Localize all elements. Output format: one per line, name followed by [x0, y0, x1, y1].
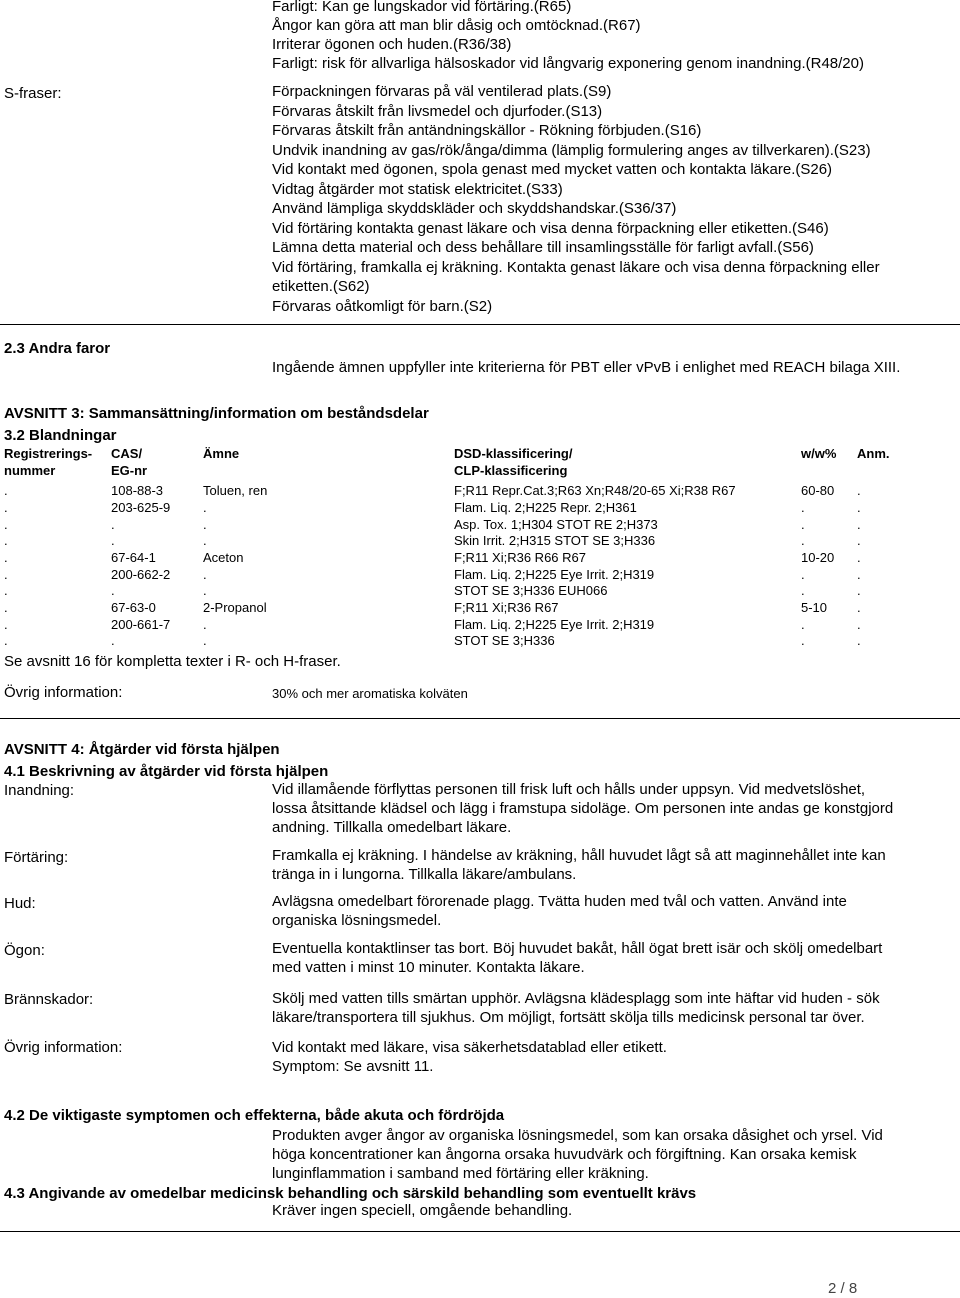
s-phrase-line: Förvaras oåtkomligt för barn.(S2) [272, 297, 493, 315]
text-line: Vid illamående förflyttas personen till frisk luft och hålls under uppsyn. Vid medvetslöshet, [272, 781, 866, 798]
cell-cas: 67-64-1 [111, 550, 156, 565]
cell-anm: . [857, 500, 861, 515]
cell-reg: . [4, 583, 8, 598]
section-subtitle: 4.1 Beskrivning av åtgärder vid första hjälpen [4, 763, 329, 780]
cell-reg: . [4, 567, 8, 582]
cell-classification: Flam. Liq. 2;H225 Repr. 2;H361 [454, 500, 637, 515]
s-phrases-block [272, 82, 880, 316]
cell-ww: 5-10 [801, 600, 828, 615]
first-aid-label: Hud: [4, 895, 36, 912]
other-info-text: 30% och mer aromatiska kolväten [272, 686, 468, 701]
cell-cas: . [111, 583, 115, 598]
s-phrase-line: Vid förtäring kontakta genast läkare och visa denna förpackning eller etiketten.(S46) [272, 219, 829, 237]
cell-cas: . [111, 633, 115, 648]
first-aid-label: Ögon: [4, 942, 45, 959]
s-phrase-line: Förvaras åtskilt från livsmedel och djurfoder.(S13) [272, 102, 603, 120]
cell-anm: . [857, 617, 861, 632]
section-text: Kräver ingen speciell, omgående behandling. [272, 1202, 573, 1219]
cell-cas: 200-661-7 [111, 617, 171, 632]
cell-reg: . [4, 517, 8, 532]
text-line: organiska lösningsmedel. [272, 912, 442, 929]
cell-anm: . [857, 550, 861, 565]
s-phrase-line: Vid förtäring, framkalla ej kräkning. Kontakta genast läkare och visa denna förpackning eller [272, 258, 880, 276]
cell-anm: . [857, 533, 861, 548]
cell-classification: Flam. Liq. 2;H225 Eye Irrit. 2;H319 [454, 617, 655, 632]
divider [0, 1231, 960, 1232]
text-line: med vatten i minst 10 minuter. Kontakta läkare. [272, 959, 585, 976]
col-header-cas: CAS/ [111, 446, 143, 461]
col-header-reg: nummer [4, 463, 56, 478]
cell-reg: . [4, 600, 8, 615]
cell-reg: . [4, 483, 8, 498]
cell-classification: Flam. Liq. 2;H225 Eye Irrit. 2;H319 [454, 567, 655, 582]
text-line: Produkten avger ångor av organiska lösningsmedel, som kan orsaka dåsighet och yrsel. Vid [272, 1127, 883, 1144]
cell-substance: . [203, 500, 207, 515]
text-line: Avlägsna omedelbart förorenade plagg. Tvätta huden med tvål och vatten. Använd inte [272, 893, 847, 910]
cell-anm: . [857, 583, 861, 598]
cell-classification: Skin Irrit. 2;H315 STOT SE 3;H336 [454, 533, 656, 548]
text-line: andning. Tillkalla omedelbart läkare. [272, 819, 512, 836]
s-phrases-label: S-fraser: [4, 85, 62, 102]
cell-ww: . [801, 567, 805, 582]
page-number: 2 / 8 [828, 1280, 858, 1297]
text-line: tränga in i lungorna. Tillkalla läkare/ambulans. [272, 866, 577, 883]
cell-ww: . [801, 517, 805, 532]
first-aid-text [272, 939, 882, 977]
col-header-classification: CLP-klassificering [454, 463, 568, 478]
cell-substance: . [203, 567, 207, 582]
first-aid-label: Förtäring: [4, 849, 69, 866]
first-aid-text [272, 780, 893, 837]
col-header-classification: DSD-klassificering/ [454, 446, 573, 461]
col-header-substance: Ämne [203, 446, 240, 461]
s-phrase-line: Förvaras åtskilt från antändningskällor - Rökning förbjuden.(S16) [272, 122, 702, 139]
s-phrase-line: Undvik inandning av gas/rök/ånga/dimma (lämplig formulering anges av tillverkaren).(S23) [272, 141, 871, 159]
cell-anm: . [857, 600, 861, 615]
cell-classification: F;R11 Xi;R36 R67 [454, 600, 559, 615]
cell-cas: 108-88-3 [111, 483, 164, 498]
cell-substance: . [203, 533, 207, 548]
first-aid-text [272, 1038, 667, 1076]
s-phrase-line: etiketten.(S62) [272, 278, 370, 295]
cell-substance: . [203, 633, 207, 648]
divider [0, 324, 960, 325]
section-title: AVSNITT 3: Sammansättning/information om beståndsdelar [4, 405, 429, 422]
first-aid-text [272, 989, 880, 1027]
section-heading: 4.3 Angivande av omedelbar medicinsk behandling och särskild behandling som eventuellt krävs [4, 1185, 697, 1202]
cell-classification: F;R11 Xi;R36 R66 R67 [454, 550, 586, 565]
first-aid-text [272, 892, 847, 930]
r-phrases-block [272, 0, 864, 73]
cell-cas: 200-662-2 [111, 567, 171, 582]
text-line: lunginflammation i samband med förtäring eller kräkning. [272, 1165, 649, 1182]
cell-ww: . [801, 533, 805, 548]
s-phrase-line: Använd lämpliga skyddskläder och skyddshandskar.(S36/37) [272, 200, 677, 217]
other-info-label: Övrig information: [4, 684, 123, 701]
r-phrase-line: Irriterar ögonen och huden.(R36/38) [272, 36, 512, 53]
text-line: läkare/transportera till sjukhus. Om möjligt, fortsätt skölja tills medicinsk personal tar över. [272, 1009, 865, 1026]
cell-ww: . [801, 583, 805, 598]
cell-cas: . [111, 517, 115, 532]
first-aid-text [272, 846, 886, 884]
first-aid-label: Brännskador: [4, 991, 94, 1008]
s-phrase-line: Lämna detta material och dess behållare till insamlingsställe för farligt avfall.(S56) [272, 239, 814, 256]
cell-cas: 67-63-0 [111, 600, 156, 615]
cell-substance: 2-Propanol [203, 600, 267, 615]
cell-reg: . [4, 533, 8, 548]
text-line: Vid kontakt med läkare, visa säkerhetsdatablad eller etikett. [272, 1039, 667, 1056]
section-text: Ingående ämnen uppfyller inte kriterierna för PBT eller vPvB i enlighet med REACH bilaga XIII. [272, 359, 901, 376]
text-line: lossa åtsittande klädsel och lägg i framstupa sidoläge. Om personen inte andas ge konstgjord [272, 800, 894, 817]
text-line: Symptom: Se avsnitt 11. [272, 1058, 434, 1075]
cell-ww: . [801, 633, 805, 648]
col-header-anm: Anm. [857, 446, 890, 461]
cell-ww: . [801, 617, 805, 632]
col-header-reg: Registrerings- [4, 446, 93, 461]
section-subtitle: 3.2 Blandningar [4, 427, 117, 444]
cell-anm: . [857, 483, 861, 498]
r-phrase-line: Farligt: risk för allvarliga hälsoskador vid långvarig exponering genom inandning.(R48/20) [272, 55, 864, 72]
cell-classification: F;R11 Repr.Cat.3;R63 Xn;R48/20-65 Xi;R38 R67 [454, 483, 736, 498]
table-footnote: Se avsnitt 16 för kompletta texter i R- och H-fraser. [4, 653, 341, 670]
cell-reg: . [4, 550, 8, 565]
col-header-ww: w/w% [801, 446, 837, 461]
s-phrase-line: Vidtag åtgärder mot statisk elektricitet.(S33) [272, 180, 563, 198]
cell-cas: 203-625-9 [111, 500, 171, 515]
s-phrase-line: Vid kontakt med ögonen, spola genast med mycket vatten och kontakta läkare.(S26) [272, 161, 833, 178]
r-phrase-line: Farligt: Kan ge lungskador vid förtäring.(R65) [272, 0, 572, 15]
cell-substance: Aceton [203, 550, 244, 565]
text-line: Framkalla ej kräkning. I händelse av kräkning, håll huvudet lågt så att maginnehållet inte kan [272, 847, 886, 864]
cell-reg: . [4, 617, 8, 632]
cell-anm: . [857, 517, 861, 532]
cell-classification: Asp. Tox. 1;H304 STOT RE 2;H373 [454, 517, 658, 532]
text-line: Skölj med vatten tills smärtan upphör. Avlägsna klädesplagg som inte häftar vid huden - sök [272, 990, 880, 1007]
cell-classification: STOT SE 3;H336 [454, 633, 555, 648]
text-line: Eventuella kontaktlinser tas bort. Böj huvudet bakåt, håll ögat brett isär och skölj omedelbart [272, 940, 883, 957]
section-text [272, 1126, 883, 1183]
cell-reg: . [4, 500, 8, 515]
first-aid-label: Övrig information: [4, 1039, 123, 1056]
cell-substance: Toluen, ren [203, 483, 268, 498]
section-heading: 2.3 Andra faror [4, 340, 111, 357]
cell-ww: . [801, 500, 805, 515]
cell-substance: . [203, 617, 207, 632]
s-phrase-line: Förpackningen förvaras på väl ventilerad plats.(S9) [272, 83, 612, 100]
first-aid-label: Inandning: [4, 782, 75, 799]
cell-cas: . [111, 533, 115, 548]
cell-substance: . [203, 517, 207, 532]
cell-reg: . [4, 633, 8, 648]
cell-anm: . [857, 567, 861, 582]
cell-classification: STOT SE 3;H336 EUH066 [454, 583, 608, 598]
divider [0, 718, 960, 719]
cell-anm: . [857, 633, 861, 648]
col-header-cas: EG-nr [111, 463, 148, 478]
text-line: höga koncentrationer kan ångorna orsaka huvudvärk och förgiftning. Kan orsaka kemisk [272, 1146, 857, 1163]
cell-ww: 60-80 [801, 483, 835, 498]
cell-ww: 10-20 [801, 550, 835, 565]
section-title: AVSNITT 4: Åtgärder vid första hjälpen [4, 741, 280, 758]
section-heading: 4.2 De viktigaste symptomen och effekterna, både akuta och fördröjda [4, 1107, 505, 1124]
cell-substance: . [203, 583, 207, 598]
r-phrase-line: Ångor kan göra att man blir dåsig och omtöcknad.(R67) [272, 17, 641, 34]
